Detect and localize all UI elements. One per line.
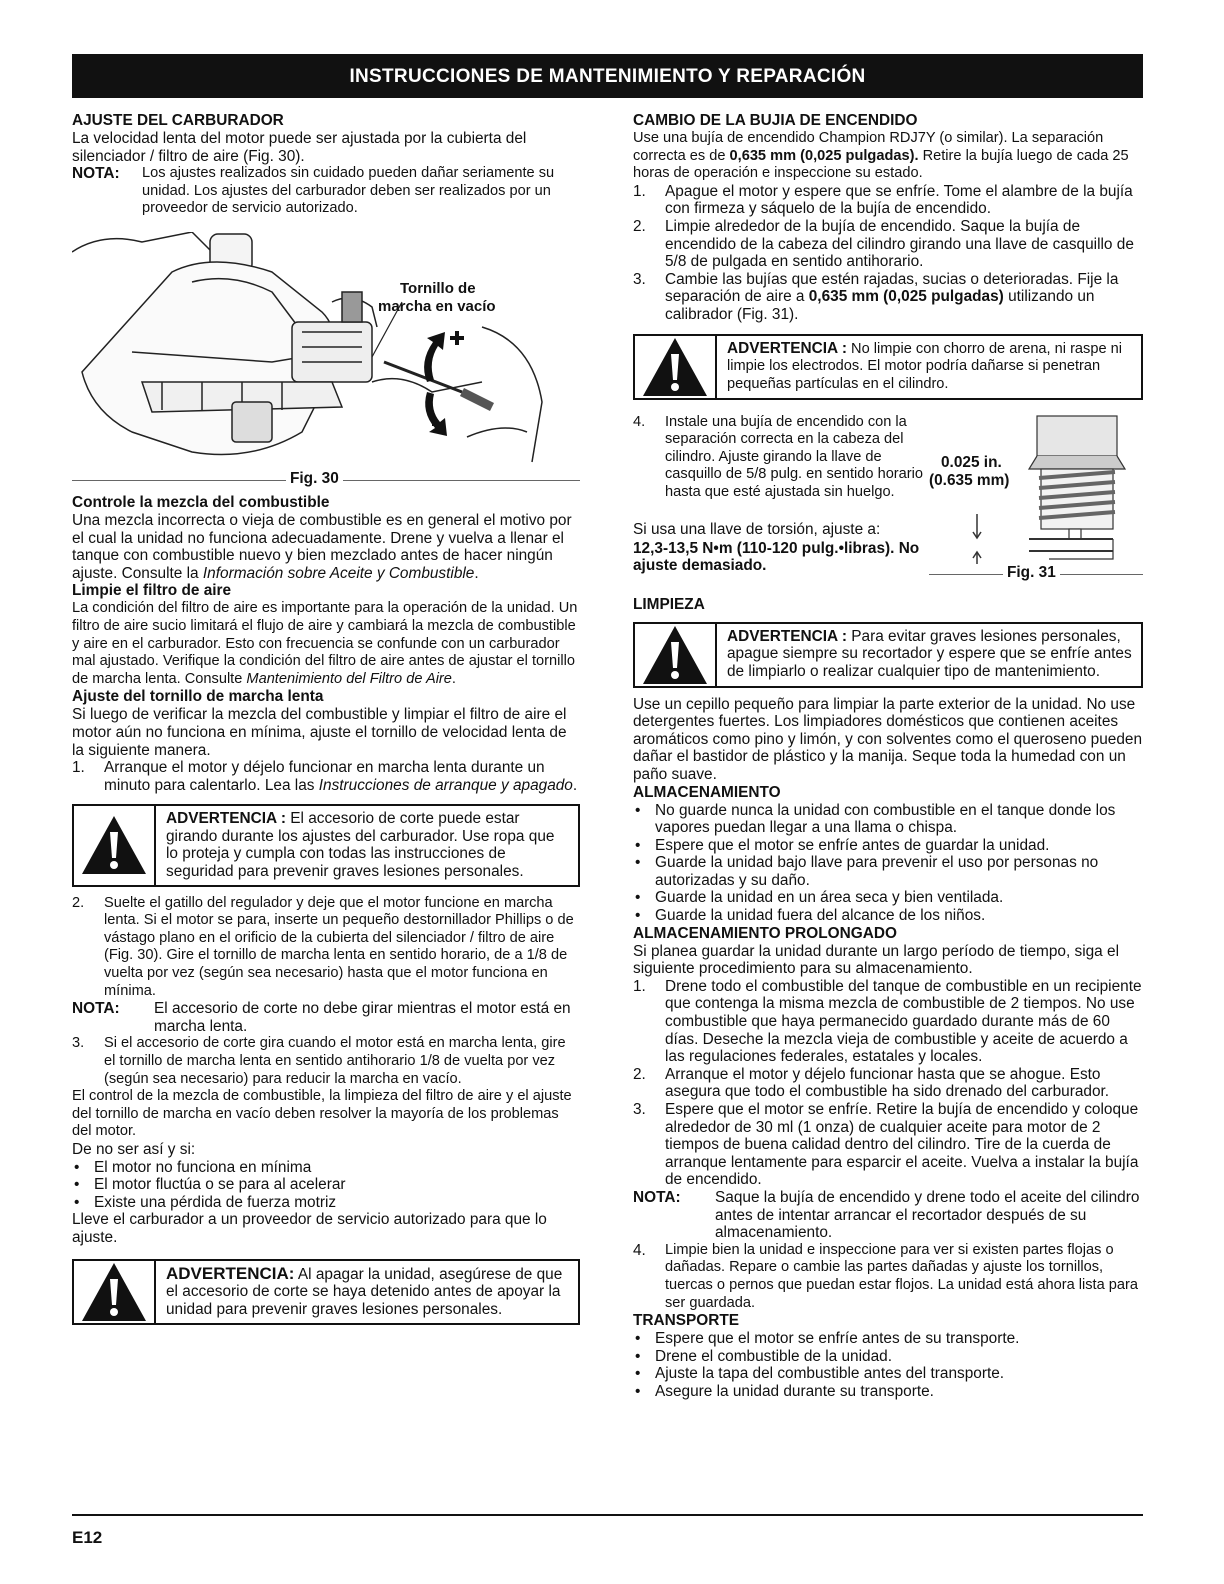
footer-rule: [72, 1514, 1143, 1516]
warning-triangle-icon: [74, 1261, 156, 1323]
control-text: El control de la mezcla de combustible, la limpieza del filtro de aire y el ajuste del tornillo de marcha en vacío deben resolver la mayoría de los problemas del motor.: [72, 1088, 572, 1140]
bullet-text: Guarde la unidad fuera del alcance de los niños.: [655, 907, 986, 925]
step3-gap-value: 0,635 mm (0,025 pulgadas): [808, 288, 1004, 306]
list-item: [72, 759, 580, 794]
list-item: • Guarde la unidad bajo llave para prevenir el uso por personas no autorizadas y su daño.: [633, 854, 1143, 889]
list-item: [633, 183, 1143, 218]
list-item: [72, 895, 580, 1001]
list-item: • Guarde la unidad en un área seca y bien ventilada.: [633, 889, 1143, 907]
bullet-text: Existe una pérdida de fuerza motriz: [94, 1193, 337, 1211]
list-item: • Drene el combustible de la unidad.: [633, 1348, 1143, 1366]
warning-label: ADVERTENCIA :: [727, 339, 847, 357]
idle-steps-a: [72, 759, 580, 794]
left-column: [72, 112, 580, 1333]
fig30-caption: Fig. 30: [286, 470, 343, 488]
warning-box-sandblast: [633, 334, 1143, 400]
cleaning-text: Use un cepillo pequeño para limpiar la parte exterior de la unidad. No use detergentes fuertes. Los limpiadores domésticos que contienen aceites aromáticos como pino y limón, y con solventes como el queroseno pueden dañar el bastidor de plástico y la manija. Seque toda la humedad con un paño suave.: [633, 695, 1143, 783]
warning-box-cleaning: [633, 622, 1143, 688]
storage-bullets: [633, 802, 1143, 925]
step-text: Si el accesorio de corte gira cuando el motor está en marcha lenta, gire el tornillo de marcha lenta en sentido antihorario 1/8 de vuelta por vez (según sea necesario) para reducir la marcha en vacío.: [104, 1035, 566, 1087]
fig30-label-line2: marcha en vacío: [378, 297, 496, 315]
figure-30: [72, 232, 580, 470]
step-number: 2.: [633, 1065, 646, 1083]
bullet-text: No guarde nunca la unidad con combustible en el tanque donde los vapores puedan llegar a una llama o chispa.: [655, 801, 1116, 837]
carburetor-note: [72, 165, 580, 218]
step-text: Espere que el motor se enfríe. Retire la bujía de encendido y coloque alrededor de 30 ml (1 onza) de cualquier aceite para motor de 2 tiempos de buena calidad dentro del cilindro. Tire de la cuerda de arranque lentamente para esparcir el aceite. Vuelva a instalar la bujía de encendido.: [665, 1101, 1139, 1189]
long-storage-heading: ALMACENAMIENTO PROLONGADO: [633, 924, 897, 942]
bullet-text: Ajuste la tapa del combustible antes del transporte.: [655, 1365, 1005, 1383]
list-item: [633, 1242, 1143, 1312]
list-item: [633, 1066, 1143, 1101]
take-to-service-text: Lleve el carburador a un proveedor de servicio autorizado para que lo ajuste.: [72, 1211, 547, 1246]
gap-inches: 0.025 in.: [941, 453, 1002, 471]
note-text: Saque la bujía de encendido y drene todo el aceite del cilindro antes de intentar arrancar el recortador después de su almacenamiento.: [715, 1188, 1140, 1242]
fuel-mix-reference: Información sobre Aceite y Combustible: [202, 564, 475, 582]
warning-label: ADVERTENCIA :: [727, 627, 847, 645]
carburetor-heading: AJUSTE DEL CARBURADOR: [72, 112, 284, 129]
warning-triangle-icon: [635, 336, 717, 398]
warning-triangle-icon: [635, 624, 717, 686]
long-storage-intro: Si planea guardar la unidad durante un largo período de tiempo, siga el siguiente procedimiento para su almacenamiento.: [633, 942, 1120, 978]
list-item: • No guarde nunca la unidad con combustible en el tanque donde los vapores puedan llegar a una llama o chispa.: [633, 802, 1143, 837]
fig30-caption-row: [72, 470, 580, 490]
warning-body: El accesorio de corte puede estar girando durante los ajustes del carburador. Use ropa que lo proteja y cumpla con todas las instrucciones de seguridad para prevenir graves lesiones personales.: [166, 810, 555, 881]
warning-box-shutdown: [72, 1259, 580, 1325]
install-plug-section: [633, 414, 1143, 596]
spark-plug-intro: [633, 130, 1143, 183]
fig31-caption: Fig. 31: [1003, 564, 1060, 582]
list-item: [72, 1035, 580, 1088]
step-text: Arranque el motor y déjelo funcionar en marcha lenta durante un minuto para calentarlo. Lea las Instrucciones de arranque y apagado.: [104, 759, 578, 794]
air-filter-text: La condición del filtro de aire es importante para la operación de la unidad. Un filtro de aire sucio limitará el flujo de aire y cambiará la mezcla de combustible y aire en el carburador. Esto con frecuencia se confunde con un carburador mal ajustado. Verifique la condición del filtro de aire antes de ajustar el tornillo de marcha lenta. Consulte Mantenimiento del Filtro de Aire.: [72, 600, 578, 687]
note-text: El accesorio de corte no debe girar mientras el motor está en marcha lenta.: [154, 1000, 571, 1035]
note-text: Los ajustes realizados sin cuidado pueden dañar seriamente su unidad. Los ajustes del carburador deben ser realizados por un proveedor de servicio autorizado.: [142, 165, 555, 217]
step-text: Limpie alrededor de la bujía de encendido. Saque la bujía de encendido de la cabeza del cilindro girando una llave de casquillo de 5/8 de pulgada en sentido antihorario.: [665, 217, 1134, 271]
step-text: Arranque el motor y déjelo funcionar hasta que se ahogue. Esto asegura que todo el combustible ha sido drenado del carburador.: [665, 1065, 1110, 1101]
idle-screw-heading: Ajuste del tornillo de marcha lenta: [72, 688, 324, 706]
bullet-text: Guarde la unidad en un área seca y bien ventilada.: [655, 889, 1004, 907]
idle-steps-c: [72, 1035, 580, 1088]
step-number: 4.: [633, 1241, 646, 1259]
list-item: [633, 1101, 1143, 1189]
note-label: NOTA:: [633, 1188, 681, 1206]
page-number: E12: [72, 1528, 103, 1547]
step-text: Limpie bien la unidad e inspeccione para ver si existen partes flojas o dañadas. Repare o cambie las partes dañadas y ajuste los tornillos, tuercas o pernos que puedan estar flojos. La unidad está ahora lista para ser guardada.: [665, 1241, 1138, 1311]
step-text: [665, 271, 1143, 324]
warning-body: Para evitar graves lesiones personales, apague siempre su recortador y espere que se enfríe antes de limpiarlo o realizar cualquier tipo de mantenimiento.: [727, 627, 1132, 680]
carburetor-intro: La velocidad lenta del motor puede ser ajustada por la cubierta del silenciador / filtro de aire (Fig. 30).: [72, 130, 527, 165]
spark-plug-diagram: [929, 414, 1143, 564]
storage-note: [633, 1189, 1143, 1242]
bullet-text: El motor no funciona en mínima: [94, 1158, 312, 1176]
list-item: • Existe una pérdida de fuerza motriz: [72, 1194, 580, 1212]
step-number: 1.: [72, 759, 85, 777]
step-number: 2.: [633, 217, 646, 235]
list-item: • Asegure la unidad durante su transporte.: [633, 1383, 1143, 1401]
warning-triangle-icon: [74, 806, 156, 884]
step-text: Apague el motor y espere que se enfríe. Tome el alambre de la bujía con firmeza y sáquelo de la bujía de encendido.: [665, 182, 1133, 218]
step3-text-a: Cambie las bujías que estén rajadas, sucias o deterioradas. Fije la separación de aire a: [665, 270, 1119, 306]
section-banner: INSTRUCCIONES DE MANTENIMIENTO Y REPARACIÓN: [72, 54, 1143, 98]
warning-body: Al apagar la unidad, asegúrese de que el accesorio de corte se haya detenido antes de apoyar la unidad para prevenir graves lesiones personales.: [166, 1265, 563, 1318]
step-number: 1.: [633, 977, 646, 995]
plug-text-a: Use una bujía de encendido Champion RDJ7Y (o similar). La separación correcta es de: [633, 130, 1104, 164]
bullet-text: Guarde la unidad bajo llave para prevenir el uso por personas no autorizadas y su daño.: [655, 854, 1099, 889]
note-label: NOTA:: [72, 165, 120, 183]
fig31-caption-row: [929, 564, 1143, 584]
list-item: [633, 978, 1143, 1066]
fuel-mix-heading: Controle la mezcla del combustible: [72, 493, 330, 511]
idle-steps-b: [72, 895, 580, 1001]
plug-gap-value: 0,635 mm (0,025 pulgadas).: [729, 147, 919, 164]
bullet-text: Asegure la unidad durante su transporte.: [655, 1382, 934, 1400]
plug-text-b: Retire la bujía luego de cada 25 horas de operación e inspeccione su estado.: [633, 147, 1129, 182]
transport-bullets: [633, 1330, 1143, 1400]
if-not-text: De no ser así y si:: [72, 1140, 196, 1158]
torque-value: 12,3-13,5 N•m (110-120 pulg.•libras). No ajuste demasiado.: [633, 539, 920, 575]
cutting-note: [72, 1000, 580, 1035]
transport-heading: TRANSPORTE: [633, 1312, 740, 1330]
storage-heading: ALMACENAMIENTO: [633, 783, 781, 801]
step-number: 2.: [72, 894, 85, 911]
spark-plug-steps: [633, 183, 1143, 324]
list-item: • El motor fluctúa o se para al acelerar: [72, 1176, 580, 1194]
warning-box-cutting: [72, 804, 580, 886]
warning-label: ADVERTENCIA :: [166, 810, 286, 828]
step-text: Suelte el gatillo del regulador y deje que el motor funcione en marcha lenta. Si el motor se para, inserte un pequeño destornillador Phillips o de vástago plano en el orificio de la cubierta del silenciador / filtro de aire (Fig. 30). Gire el tornillo de marcha lenta en sentido horario, de a 1/8 de vuelta por vez (según sea necesario) hasta que el motor funciona en mínima.: [104, 894, 574, 999]
bullet-text: Espere que el motor se enfríe antes de su transporte.: [655, 1330, 1020, 1348]
step1-body: Arranque el motor y déjelo funcionar en marcha lenta durante un minuto para calentarlo. Lea las: [104, 759, 545, 794]
warning-text: [156, 1261, 578, 1323]
list-item: [633, 271, 1143, 324]
fig30-label-line1: Tornillo de: [400, 279, 476, 297]
torque-intro: Si usa una llave de torsión, ajuste a:: [633, 520, 881, 538]
bullet-text: El motor fluctúa o se para al acelerar: [94, 1176, 346, 1194]
list-item: • El motor no funciona en mínima: [72, 1159, 580, 1177]
cleaning-heading: LIMPIEZA: [633, 595, 705, 613]
spark-plug-heading: CAMBIO DE LA BUJIA DE ENCENDIDO: [633, 112, 918, 129]
warning-body: No limpie con chorro de arena, ni raspe ni limpie los electrodos. El motor podría dañarse si penetran pequeñas partículas en el cilindro.: [727, 340, 1122, 392]
idle-screw-text: Si luego de verificar la mezcla del combustible y limpiar el filtro de aire el motor aún no funciona en mínima, ajuste el tornillo de velocidad lenta de la siguiente manera.: [72, 706, 567, 759]
step-number: 3.: [633, 1101, 646, 1118]
list-item: • Espere que el motor se enfríe antes de guardar la unidad.: [633, 837, 1143, 855]
warning-text: [717, 336, 1141, 398]
warning-text: [156, 806, 578, 884]
step3-text-b: utilizando un calibrador (Fig. 31).: [665, 288, 1095, 323]
long-storage-steps-b: [633, 1242, 1143, 1312]
right-column: [633, 112, 1143, 1401]
air-filter-body: La condición del filtro de aire es importante para la operación de la unidad. Un filtro de aire sucio limitará el flujo de aire y cambiará la mezcla de combustible y aire en el carburador. Esto con frecuencia se confunde con un carburador mal ajustado. Verifique la condición del filtro de aire antes de ajustar el tornillo de marcha lenta. Consulte: [72, 600, 578, 687]
step-number: 1.: [633, 182, 646, 200]
warning-text: [717, 624, 1141, 686]
list-item: [633, 414, 933, 502]
warning-label: ADVERTENCIA:: [166, 1263, 295, 1283]
list-item: • Guarde la unidad fuera del alcance de los niños.: [633, 907, 1143, 925]
fuel-mix-text: Una mezcla incorrecta o vieja de combustible es en general el motivo por el cual la unidad no funciona adecuadamente. Drene y vuelva a llenar el tanque con combustible nuevo y bien mezclado antes de hacer ningún ajuste. Consulte la Información sobre Aceite y Combustible.: [72, 511, 572, 582]
carburetor-illustration: [72, 232, 580, 470]
bullet-text: Drene el combustible de la unidad.: [655, 1347, 892, 1365]
list-item: [633, 218, 1143, 271]
list-item: • Ajuste la tapa del combustible antes del transporte.: [633, 1365, 1143, 1383]
step4-block: [633, 414, 933, 502]
problem-bullets: [72, 1159, 580, 1212]
step-text: Instale una bujía de encendido con la separación correcta en la cabeza del cilindro. Ajuste girando la llave de casquillo de 5/8 pulg. en sentido horario hasta que esté ajustada sin huelgo.: [665, 413, 923, 500]
bullet-text: Espere que el motor se enfríe antes de guardar la unidad.: [655, 836, 1050, 854]
step-text: Drene todo el combustible del tanque de combustible en un recipiente que contenga la misma mezcla de combustible de 2 tiempos. No use combustible que haya permanecido guardado durante más de 60 días. Deseche la mezcla vieja de combustible y aceite de acuerdo a las regulaciones federales, estatales y locales.: [665, 977, 1142, 1066]
air-filter-reference: Mantenimiento del Filtro de Aire: [246, 670, 452, 687]
air-filter-heading: Limpie el filtro de aire: [72, 582, 232, 600]
fuel-mix-body: Una mezcla incorrecta o vieja de combustible es en general el motivo por el cual la unidad no funciona adecuadamente. Drene y vuelva a llenar el tanque con combustible nuevo y bien mezclado antes de hacer ningún ajuste. Consulte la: [72, 511, 572, 582]
step-number: 3.: [72, 1035, 85, 1052]
gap-millimeters: (0.635 mm): [929, 471, 1010, 489]
step-number: 4.: [633, 413, 646, 430]
list-item: • Espere que el motor se enfríe antes de su transporte.: [633, 1330, 1143, 1348]
step-number: 3.: [633, 270, 646, 288]
step1-reference: Instrucciones de arranque y apagado: [318, 776, 573, 794]
note-label: NOTA:: [72, 1000, 120, 1018]
long-storage-steps: [633, 978, 1143, 1189]
